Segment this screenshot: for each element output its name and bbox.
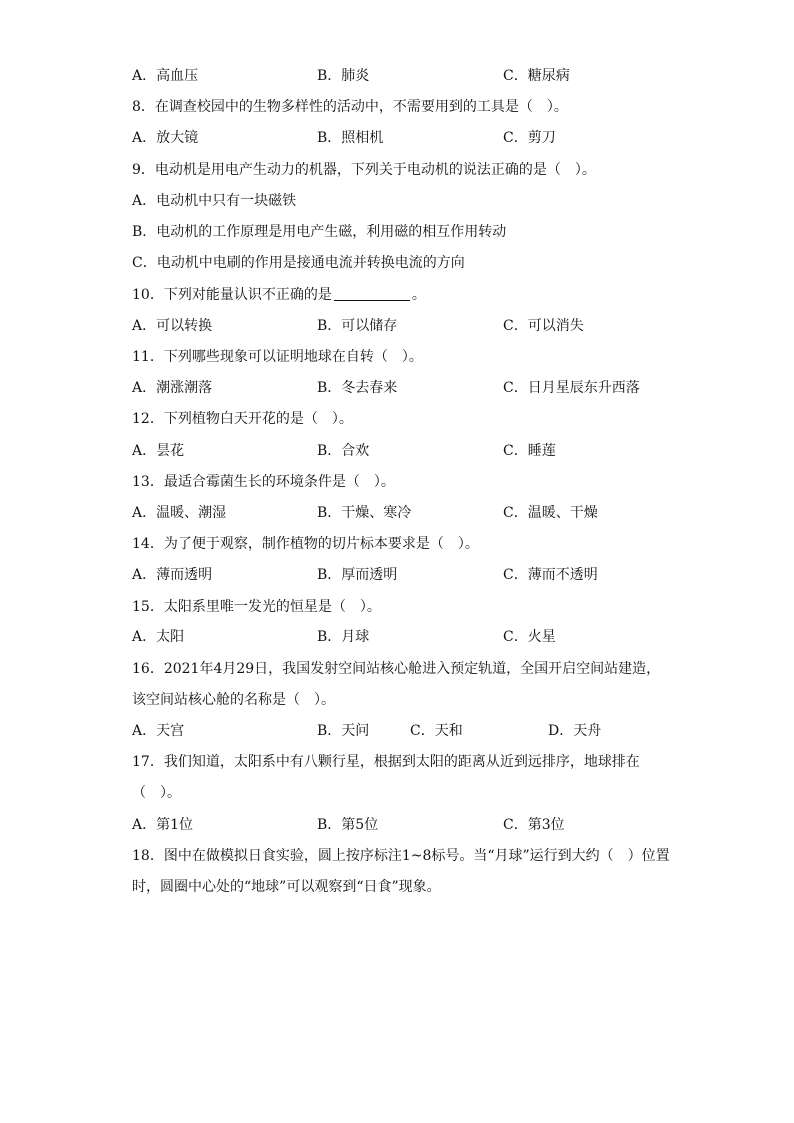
q13-stem: 13．最适合霉菌生长的环境条件是（ ）。 [132,474,395,490]
q17-stem-line1: 17．我们知道，太阳系中有八颗行星，根据到太阳的距离从近到远排序，地球排在 [132,754,640,770]
q16-stem-line2: 该空间站核心舱的名称是（ ）。 [132,692,335,708]
q17-stem-line2: （ ）。 [132,785,181,801]
answer-blank [334,286,410,301]
q9-option-a: A．电动机中只有一块磁铁 [132,193,297,209]
q16-option-b: B．天问 [317,723,370,739]
q12-stem: 12．下列植物白天开花的是（ ）。 [132,411,353,427]
q15-option-b: B．月球 [317,629,370,645]
q7-option-b: B．肺炎 [317,68,370,84]
q10-option-c: C．可以消失 [503,318,584,334]
q14-option-c: C．薄而不透明 [503,567,598,583]
q13-option-c: C．温暖、干燥 [503,505,598,521]
q12-option-c: C．睡莲 [503,443,556,459]
q10-stem [132,285,426,305]
q14-option-a: A．薄而透明 [132,567,213,583]
q16-option-d: D．天舟 [548,723,602,739]
q7-option-c: C．糖尿病 [503,68,570,84]
q15-option-a: A．太阳 [132,629,185,645]
q9-option-c: C．电动机中电刷的作用是接通电流并转换电流的方向 [132,255,465,271]
q10-option-b: B．可以储存 [317,318,398,334]
q10-stem-text: 10．下列对能量认识不正确的是 [132,287,332,303]
q18-stem-line2: 时，圆圈中心处的“地球”可以观察到“日食”现象。 [132,879,441,895]
q17-option-b: B．第5位 [317,817,379,833]
q16-option-c: C．天和 [410,723,463,739]
q16-stem-line1: 16．2021年4月29日，我国发射空间站核心舱进入预定轨道，全国开启空间站建造， [132,661,661,677]
q18-stem-line1: 18．图中在做模拟日食实验，圆上按序标注1~8标号。当“月球”运行到大约（ ）位置 [132,848,670,864]
q14-option-b: B．厚而透明 [317,567,398,583]
q11-option-c: C．日月星辰东升西落 [503,380,640,396]
q10-option-a: A．可以转换 [132,318,213,334]
q13-option-b: B．干燥、寒冷 [317,505,412,521]
q14-stem: 14．为了便于观察，制作植物的切片标本要求是（ ）。 [132,536,479,552]
q9-stem: 9．电动机是用电产生动力的机器，下列关于电动机的说法正确的是（ ）。 [132,162,596,178]
q15-stem: 15．太阳系里唯一发光的恒星是（ ）。 [132,599,381,615]
q13-option-a: A．温暖、潮湿 [132,505,227,521]
q15-option-c: C．火星 [503,629,556,645]
q8-option-a: A．放大镜 [132,130,199,146]
q8-stem: 8．在调查校园中的生物多样性的活动中，不需要用到的工具是（ ）。 [132,99,568,115]
q12-option-b: B．合欢 [317,443,370,459]
q12-option-a: A．昙花 [132,443,185,459]
q17-option-a: A．第1位 [132,817,194,833]
q9-option-b: B．电动机的工作原理是用电产生磁，利用磁的相互作用转动 [132,224,507,240]
q8-option-b: B．照相机 [317,130,384,146]
q10-stem-end: 。 [411,287,426,303]
q11-stem: 11．下列哪些现象可以证明地球在自转（ ）。 [132,349,423,365]
q16-option-a: A．天宫 [132,723,185,739]
q8-option-c: C．剪刀 [503,130,556,146]
q11-option-a: A．潮涨潮落 [132,380,213,396]
q17-option-c: C．第3位 [503,817,565,833]
q7-option-a: A．高血压 [132,68,199,84]
q11-option-b: B．冬去春来 [317,380,398,396]
